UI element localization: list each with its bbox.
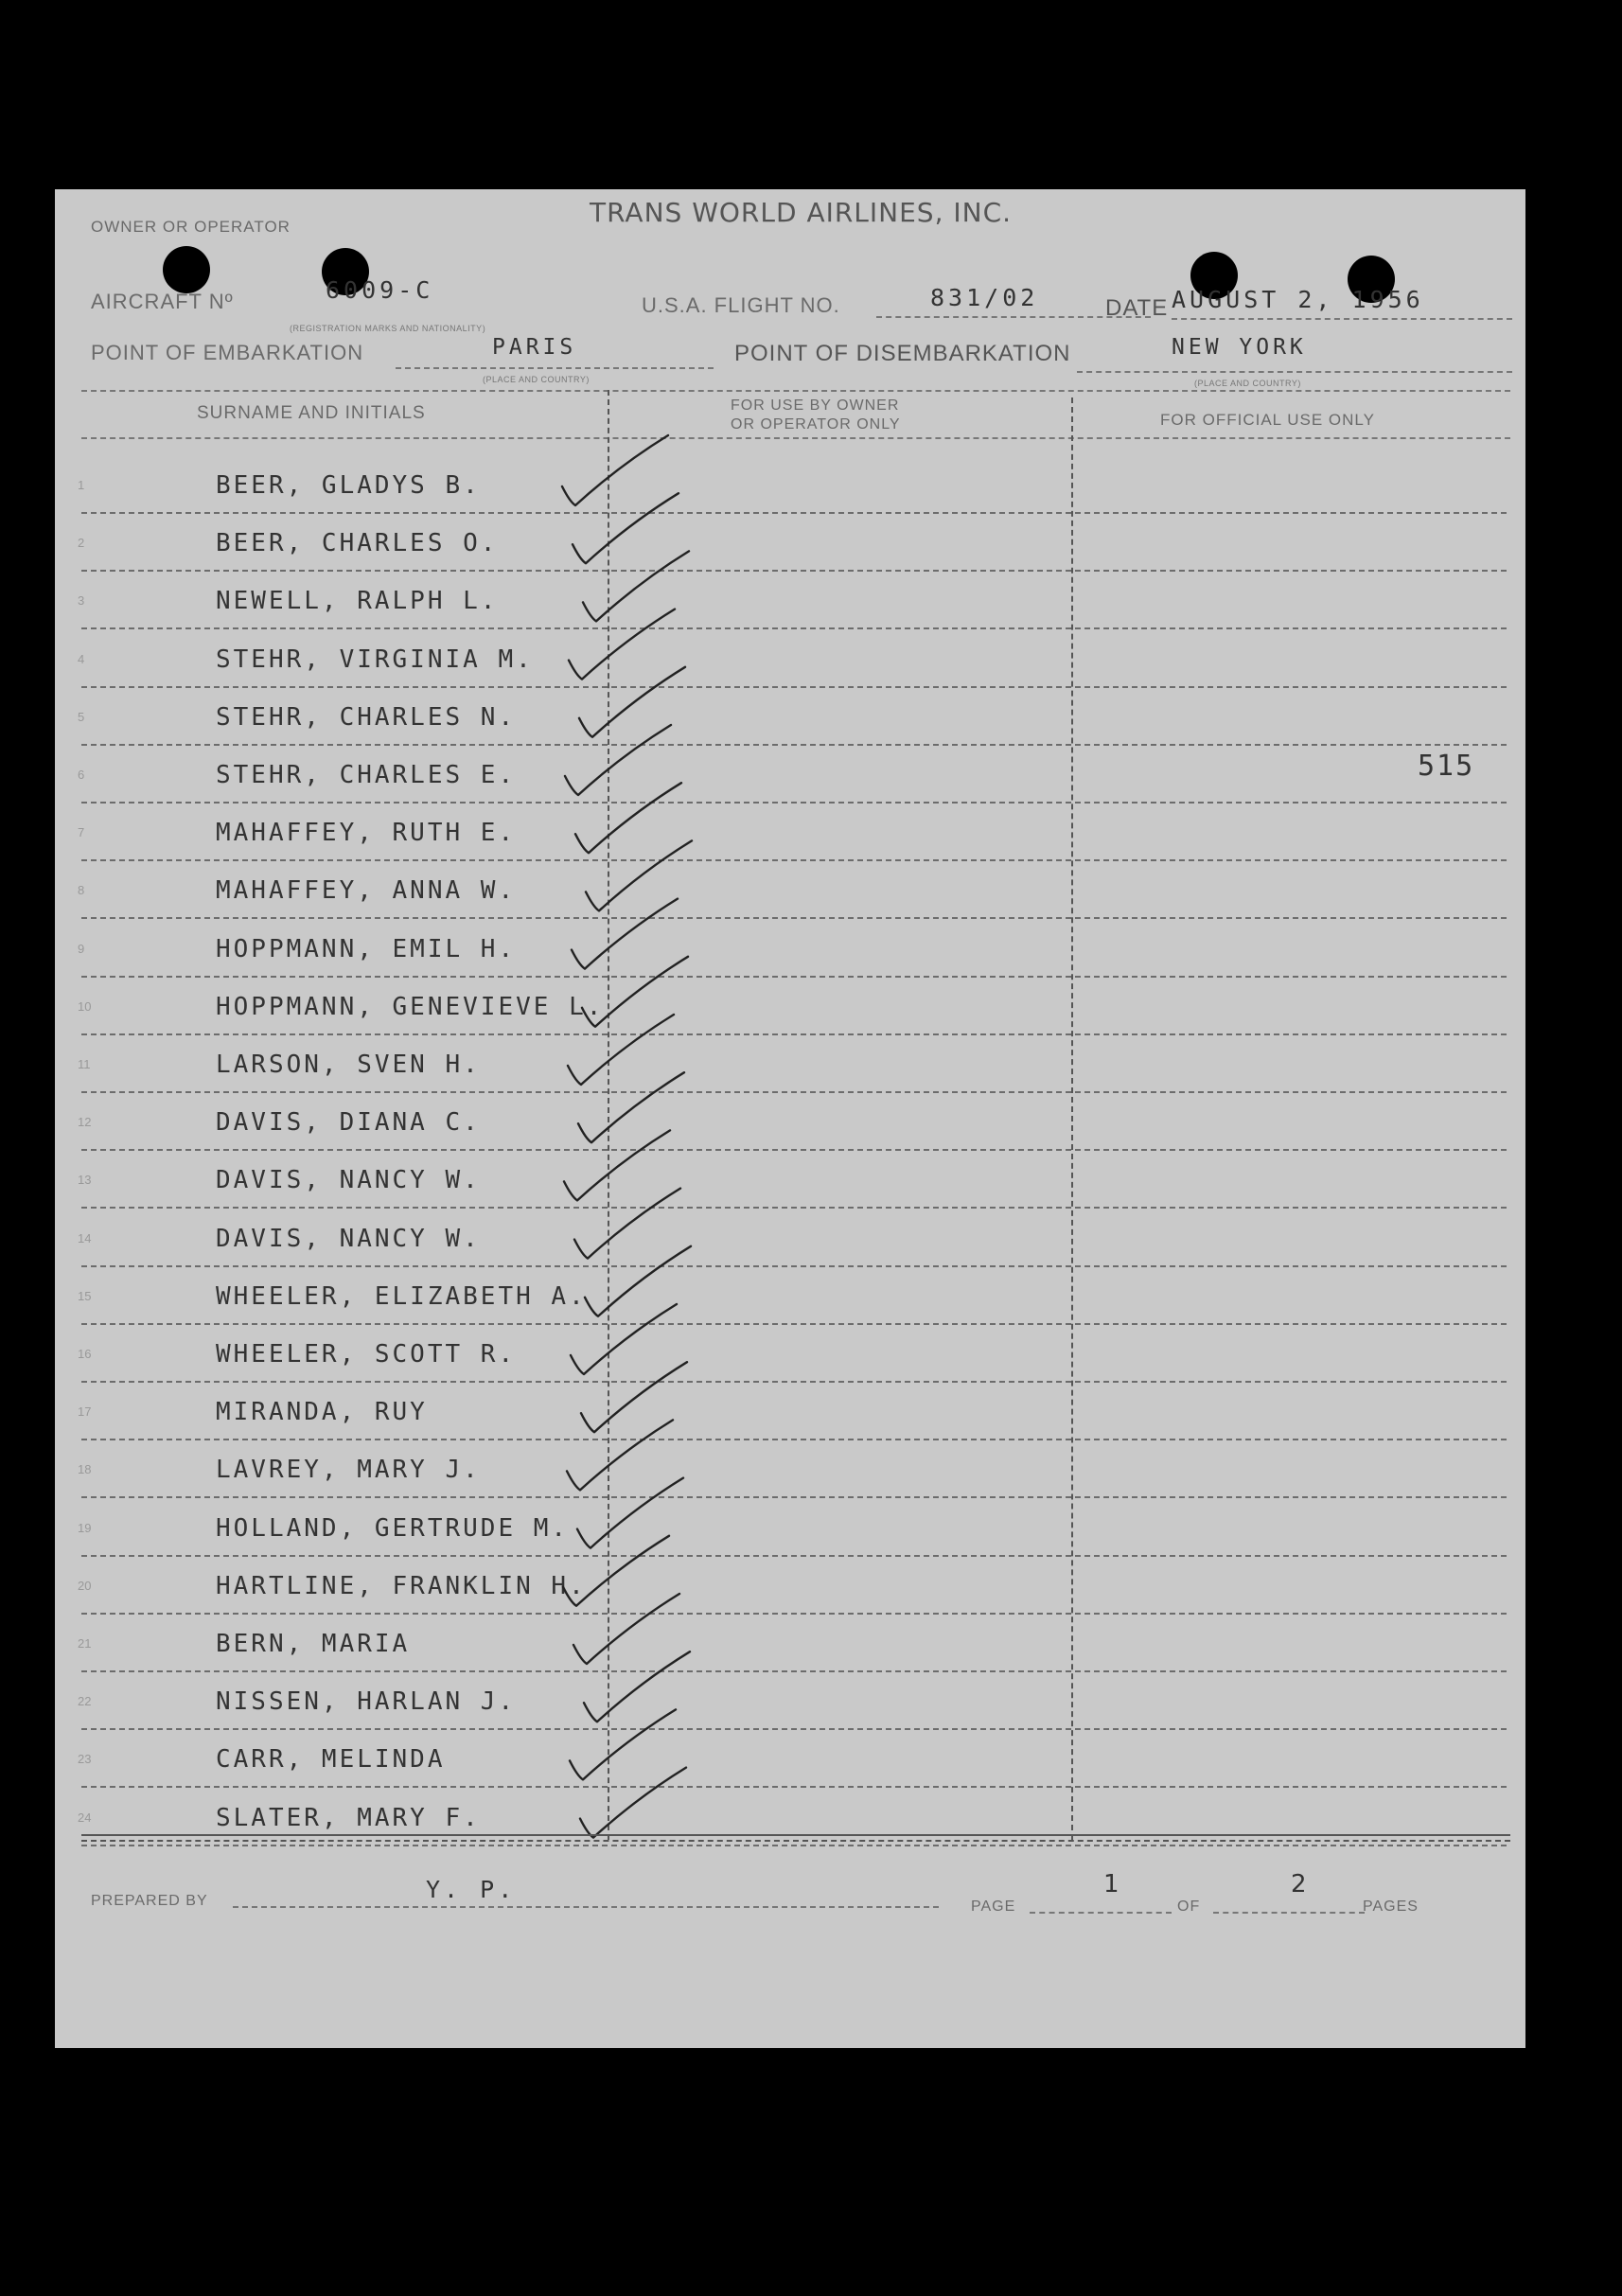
prepared-by-label: PREPARED BY	[91, 1893, 208, 1909]
page-label: PAGE	[971, 1899, 1016, 1915]
check-mark	[562, 435, 668, 505]
official-note: 515	[1418, 750, 1475, 783]
check-mark	[575, 783, 681, 853]
check-mark	[563, 1536, 669, 1606]
check-mark	[580, 1768, 686, 1838]
row-number: 2	[78, 536, 85, 551]
aircraft-label: AIRCRAFT Nº	[91, 290, 234, 313]
passenger-name: CARR, MELINDA	[216, 1745, 446, 1775]
passenger-name: NISSEN, HARLAN J.	[216, 1687, 517, 1717]
passenger-name: HARTLINE, FRANKLIN H.	[216, 1571, 587, 1600]
passenger-name: HOLLAND, GERTRUDE M.	[216, 1513, 570, 1543]
passenger-name: STEHR, CHARLES E.	[216, 761, 517, 789]
embark-label: POINT OF EMBARKATION	[91, 341, 364, 364]
passenger-name: MAHAFFEY, RUTH E.	[216, 819, 517, 848]
check-mark	[565, 725, 671, 795]
page-value: 1	[1103, 1870, 1123, 1899]
row-number: 23	[78, 1752, 92, 1767]
check-mark	[569, 609, 675, 680]
row-number: 1	[78, 478, 85, 492]
embark-sublabel: (PLACE AND COUNTRY)	[483, 375, 590, 384]
flight-value: 831/02	[930, 284, 1039, 311]
row-number: 19	[78, 1520, 92, 1535]
row-number: 22	[78, 1694, 92, 1709]
pages-label: PAGES	[1363, 1899, 1419, 1915]
disembark-label: POINT OF DISEMBARKATION	[734, 341, 1071, 366]
passenger-name: LARSON, SVEN H.	[216, 1051, 481, 1079]
date-value: AUGUST 2, 1956	[1172, 286, 1424, 313]
check-mark	[567, 1420, 673, 1490]
row-number: 21	[78, 1636, 92, 1651]
passenger-name: MAHAFFEY, ANNA W.	[216, 876, 517, 906]
row-number: 11	[78, 1057, 91, 1071]
check-mark	[574, 1189, 680, 1259]
passenger-name: NEWELL, RALPH L.	[216, 587, 499, 616]
row-number: 7	[78, 825, 85, 840]
passenger-name: BEER, GLADYS B.	[216, 471, 481, 500]
flight-label: U.S.A. FLIGHT NO.	[642, 293, 840, 317]
surname-column-header: SURNAME AND INITIALS	[197, 403, 426, 423]
owner-use-column-header-line2: OR OPERATOR ONLY	[731, 416, 901, 433]
check-mark	[573, 493, 679, 563]
passenger-name: STEHR, CHARLES N.	[216, 702, 517, 732]
passenger-name: LAVREY, MARY J.	[216, 1456, 481, 1485]
embark-value: PARIS	[492, 335, 577, 360]
row-number: 18	[78, 1462, 92, 1477]
check-mark	[571, 1304, 677, 1374]
row-number: 20	[78, 1578, 92, 1593]
row-number: 8	[78, 883, 85, 898]
row-number: 6	[78, 768, 85, 782]
check-mark	[570, 1709, 676, 1779]
passenger-name: MIRANDA, RUY	[216, 1398, 428, 1427]
passenger-name: DAVIS, DIANA C.	[216, 1108, 481, 1138]
manifest-sheet	[55, 189, 1525, 2048]
passenger-name: STEHR, VIRGINIA M.	[216, 645, 534, 674]
check-mark	[564, 1130, 670, 1200]
disembark-value: NEW YORK	[1172, 335, 1307, 360]
aircraft-value: 6009-C	[326, 276, 434, 304]
row-number: 13	[78, 1173, 92, 1188]
passenger-name: SLATER, MARY F.	[216, 1803, 481, 1832]
passenger-name: HOPPMANN, EMIL H.	[216, 934, 517, 963]
passenger-name: BEER, CHARLES O.	[216, 529, 499, 558]
check-marks	[55, 189, 1525, 2048]
check-mark	[572, 899, 678, 969]
row-number: 14	[78, 1230, 92, 1245]
passenger-name: DAVIS, NANCY W.	[216, 1166, 481, 1195]
passenger-name: DAVIS, NANCY W.	[216, 1224, 481, 1253]
of-value: 2	[1291, 1870, 1311, 1899]
row-number: 3	[78, 593, 85, 609]
row-number: 15	[78, 1288, 92, 1303]
owner-label: OWNER OR OPERATOR	[91, 218, 291, 236]
owner-use-column-header-line1: FOR USE BY OWNER	[731, 397, 900, 414]
company-title: TRANS WORLD AIRLINES, INC.	[590, 197, 1013, 228]
disembark-sublabel: (PLACE AND COUNTRY)	[1194, 379, 1301, 388]
of-label: OF	[1177, 1899, 1201, 1915]
row-number: 17	[78, 1404, 92, 1420]
aircraft-sublabel: (REGISTRATION MARKS AND NATIONALITY)	[290, 324, 486, 333]
row-number: 16	[78, 1347, 92, 1361]
passenger-name: BERN, MARIA	[216, 1630, 411, 1658]
prepared-by-value: Y. P.	[426, 1876, 517, 1903]
date-label: DATE	[1105, 295, 1169, 321]
check-mark	[568, 1015, 674, 1085]
official-use-column-header: FOR OFFICIAL USE ONLY	[1160, 411, 1375, 429]
passenger-name: WHEELER, SCOTT R.	[216, 1340, 517, 1369]
passenger-name: WHEELER, ELIZABETH A.	[216, 1281, 587, 1311]
check-mark	[573, 1594, 679, 1664]
row-number: 5	[78, 709, 85, 724]
row-number: 12	[78, 1115, 92, 1130]
row-number: 10	[78, 998, 92, 1014]
row-number: 24	[78, 1810, 92, 1825]
row-number: 9	[78, 941, 85, 956]
passenger-name: HOPPMANN, GENEVIEVE L.	[216, 992, 605, 1021]
row-number: 4	[78, 651, 85, 666]
